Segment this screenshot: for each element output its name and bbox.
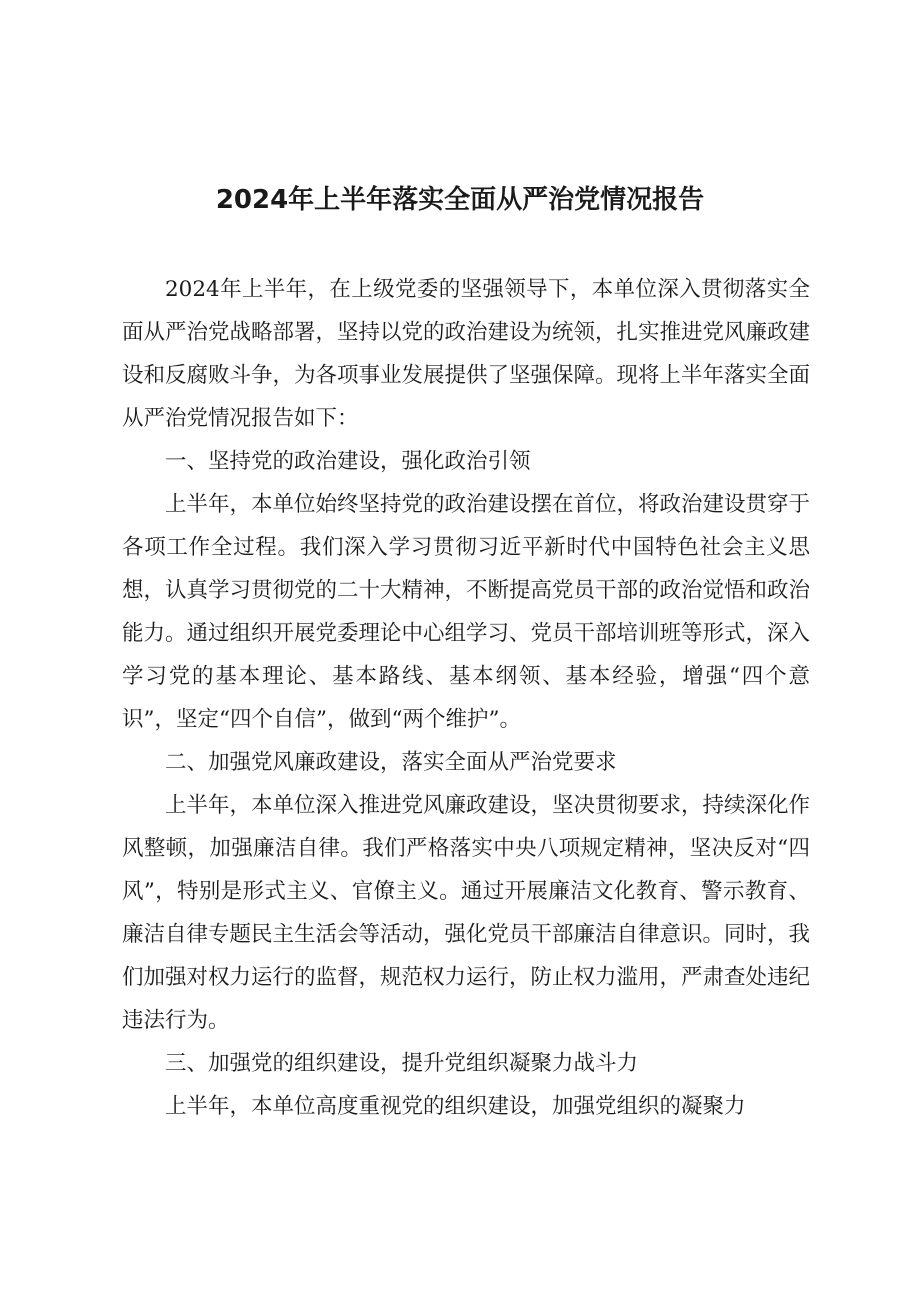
intro-paragraph: 2024年上半年，在上级党委的坚强领导下，本单位深入贯彻落实全面从严治党战略部署，坚持以党的政治建设为统领，扎实推进党风廉政建设和反腐败斗争，为各项事业发展提供了坚强保障。现将上半年落实全面从严治党情况报告如下：	[122, 277, 811, 431]
section-3-heading: 三、加强党的组织建设，提升党组织凝聚力战斗力	[165, 1051, 639, 1076]
section-1-heading: 一、坚持党的政治建设，强化政治引领	[165, 449, 531, 474]
document-title: 2024年上半年落实全面从严治党情况报告	[215, 185, 705, 215]
section-2-heading: 二、加强党风廉政建设，落实全面从严治党要求	[165, 750, 617, 775]
section-2-body: 上半年，本单位深入推进党风廉政建设，坚决贯彻要求，持续深化作风整顿，加强廉洁自律。我们严格落实中央八项规定精神，坚决反对“四风”，特别是形式主义、官僚主义。通过开展廉洁文化教育、警示教育、廉洁自律专题民主生活会等活动，强化党员干部廉洁自律意识。同时，我们加强对权力运行的监督，规范权力运行，防止权力滥用，严肃查处违纪违法行为。	[122, 793, 811, 1033]
section-1-body: 上半年，本单位始终坚持党的政治建设摆在首位，将政治建设贯穿于各项工作全过程。我们深入学习贯彻习近平新时代中国特色社会主义思想，认真学习贯彻党的二十大精神，不断提高党员干部的政治觉悟和政治能力。通过组织开展党委理论中心组学习、党员干部培训班等形式，深入学习党的基本理论、基本路线、基本纲领、基本经验，增强“四个意识”，坚定“四个自信”，做到“两个维护”。	[122, 492, 811, 732]
document-body	[122, 268, 810, 1128]
section-3-body: 上半年，本单位高度重视党的组织建设，加强党组织的凝聚力	[165, 1094, 746, 1119]
